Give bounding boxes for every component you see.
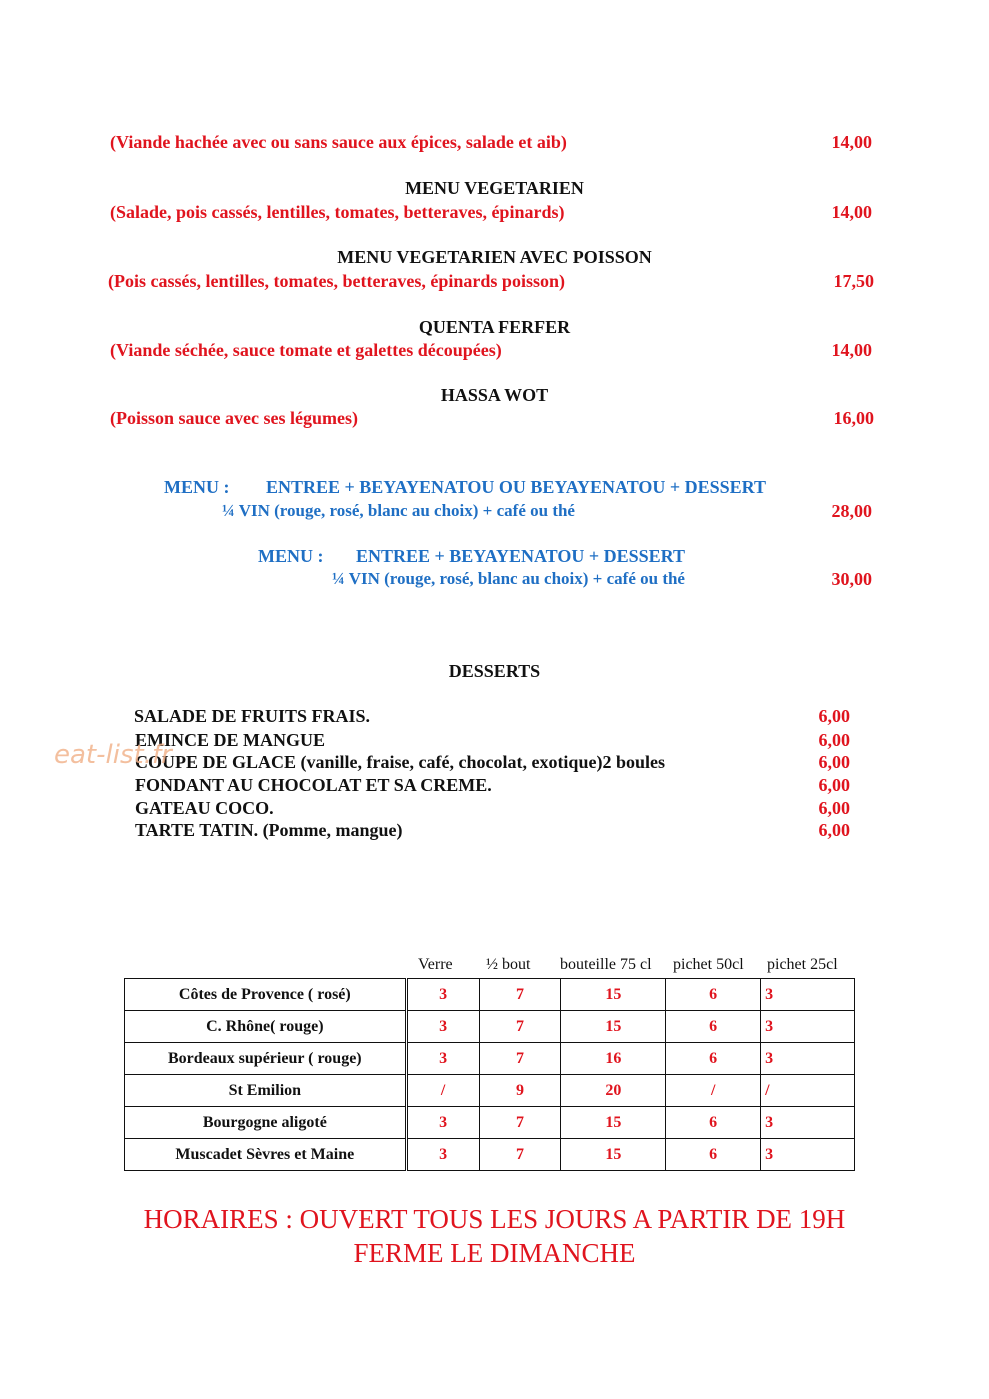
wine-price: 3	[406, 979, 479, 1011]
wine-name: Côtes de Provence ( rosé)	[125, 979, 407, 1011]
wine-name: Muscadet Sèvres et Maine	[125, 1139, 407, 1171]
dessert-name: EMINCE DE MANGUE	[135, 730, 326, 750]
wine-price: 3	[406, 1107, 479, 1139]
dessert-price: 6,00	[818, 752, 850, 772]
dessert-name: TARTE TATIN. (Pomme, mangue)	[135, 820, 403, 840]
dessert-price: 6,00	[818, 798, 850, 818]
menu-line2: ¼ VIN (rouge, rosé, blanc au choix) + café ou thé	[332, 569, 685, 588]
wine-price: /	[406, 1075, 479, 1107]
dessert-price: 6,00	[818, 730, 850, 750]
wine-header: pichet 25cl	[767, 956, 838, 973]
wine-price: 3	[406, 1011, 479, 1043]
wine-header: bouteille 75 cl	[560, 956, 652, 973]
wine-price: 6	[666, 979, 761, 1011]
wine-price: 15	[561, 979, 666, 1011]
wine-price: 3	[761, 1043, 855, 1075]
wine-price: 6	[666, 1139, 761, 1171]
wine-price: 6	[666, 1107, 761, 1139]
wine-name: St Emilion	[125, 1075, 407, 1107]
table-row	[125, 1139, 855, 1171]
dish-description: (Viande séchée, sauce tomate et galettes découpées)	[110, 340, 502, 360]
dessert-price: 6,00	[818, 706, 850, 726]
wine-price: 15	[561, 1139, 666, 1171]
wine-price: 7	[479, 1043, 561, 1075]
watermark: eat-list.fr	[54, 740, 172, 770]
wine-header: Verre	[418, 956, 453, 973]
wine-price: 3	[406, 1139, 479, 1171]
dish-description: (Viande hachée avec ou sans sauce aux épices, salade et aib)	[110, 132, 567, 152]
dish-description: (Salade, pois cassés, lentilles, tomates, betteraves, épinards)	[110, 202, 565, 222]
dish-description: (Pois cassés, lentilles, tomates, betteraves, épinards poisson)	[108, 271, 565, 291]
wine-price: 6	[666, 1043, 761, 1075]
dish-price: 16,00	[833, 408, 874, 428]
wine-price: 15	[561, 1011, 666, 1043]
hours-line2: FERME LE DIMANCHE	[353, 1238, 636, 1268]
wine-name: C. Rhône( rouge)	[125, 1011, 407, 1043]
desserts-title: DESSERTS	[448, 661, 541, 681]
dessert-name: COUPE DE GLACE (vanille, fraise, café, chocolat, exotique)2 boules	[135, 752, 665, 772]
wine-price: 3	[761, 1139, 855, 1171]
wine-price: 7	[479, 1139, 561, 1171]
wine-table	[124, 978, 855, 1171]
wine-price: 3	[761, 1011, 855, 1043]
wine-header: ½ bout	[486, 956, 531, 973]
dish-description: (Poisson sauce avec ses légumes)	[110, 408, 358, 428]
menu-label: MENU :	[258, 546, 324, 566]
wine-price: 20	[561, 1075, 666, 1107]
dish-price: 17,50	[833, 271, 874, 291]
dish-title: HASSA WOT	[440, 385, 549, 405]
menu-price: 30,00	[831, 569, 872, 589]
table-row	[125, 1107, 855, 1139]
dish-title: QUENTA FERFER	[418, 317, 571, 337]
table-row	[125, 979, 855, 1011]
wine-name: Bourgogne aligoté	[125, 1107, 407, 1139]
table-row	[125, 1011, 855, 1043]
wine-price: 9	[479, 1075, 561, 1107]
dish-title: MENU VEGETARIEN	[405, 178, 584, 198]
wine-price: 3	[406, 1043, 479, 1075]
dish-price: 14,00	[831, 340, 872, 360]
hours-line1: HORAIRES : OUVERT TOUS LES JOURS A PARTIR DE 19H	[143, 1204, 846, 1234]
table-row	[125, 1043, 855, 1075]
menu-line1: ENTREE + BEYAYENATOU + DESSERT	[356, 546, 685, 566]
menu-line1: ENTREE + BEYAYENATOU OU BEYAYENATOU + DESSERT	[266, 477, 767, 497]
menu-line2: ¼ VIN (rouge, rosé, blanc au choix) + café ou thé	[222, 501, 575, 520]
dish-price: 14,00	[831, 132, 872, 152]
wine-name: Bordeaux supérieur ( rouge)	[125, 1043, 407, 1075]
wine-price: /	[666, 1075, 761, 1107]
dessert-price: 6,00	[818, 820, 850, 840]
wine-price: 3	[761, 979, 855, 1011]
wine-price: 6	[666, 1011, 761, 1043]
wine-price: 7	[479, 979, 561, 1011]
wine-price: 15	[561, 1107, 666, 1139]
dish-price: 14,00	[831, 202, 872, 222]
wine-price: 7	[479, 1107, 561, 1139]
dessert-name: SALADE DE FRUITS FRAIS.	[134, 706, 371, 726]
dessert-name: GATEAU COCO.	[135, 798, 274, 818]
dessert-name: FONDANT AU CHOCOLAT ET SA CREME.	[135, 775, 492, 795]
wine-header: pichet 50cl	[673, 956, 744, 973]
menu-label: MENU :	[164, 477, 230, 497]
wine-price: 16	[561, 1043, 666, 1075]
wine-price: 3	[761, 1107, 855, 1139]
dish-title: MENU VEGETARIEN AVEC POISSON	[337, 247, 652, 267]
wine-price: /	[761, 1075, 855, 1107]
menu-price: 28,00	[831, 501, 872, 521]
table-row	[125, 1075, 855, 1107]
wine-price: 7	[479, 1011, 561, 1043]
dessert-price: 6,00	[818, 775, 850, 795]
